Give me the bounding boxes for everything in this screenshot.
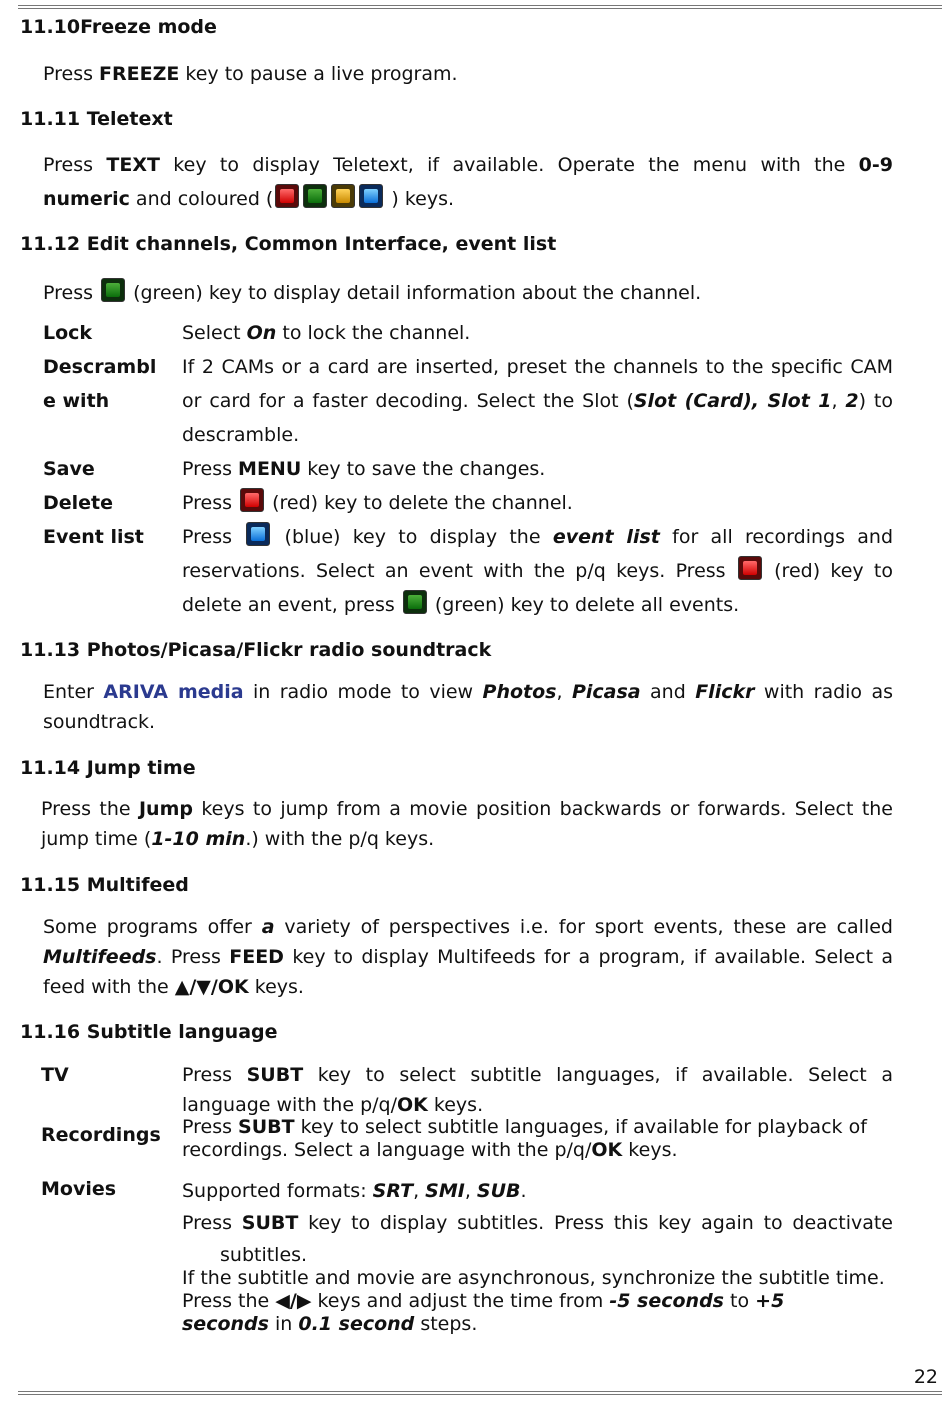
desc-save: Press MENU key to save the changes. [182,458,546,480]
multifeed-paragraph: Some programs offer a variety of perspectives i.e. for sport events, these are called Multifeeds. Press FEED key to display Multifeeds for a program, if available. Select a feed with the ▲/▼/OK keys. [43,916,894,998]
heading-teletext: 11.11 Teletext [20,108,173,130]
heading-edit-channels: 11.12 Edit channels, Common Interface, event list [20,233,557,255]
desc-movies-formats: Supported formats: SRT, SMI, SUB. [182,1180,527,1202]
freeze-paragraph: Press FREEZE key to pause a live program. [43,63,458,85]
green-key-icon [403,590,427,614]
heading-freeze-mode: 11.10Freeze mode [20,16,217,38]
heading-jump-time: 11.14 Jump time [20,757,196,779]
bottom-rule [18,1391,942,1395]
desc-movies-sync: If the subtitle and movie are asynchronous, synchronize the subtitle time. Press the ◀/▶ keys and adjust the time from -5 seconds to +5 seconds in 0.1 second steps. [182,1267,885,1335]
label-event-list: Event list [43,526,144,548]
label-tv: TV [41,1064,69,1086]
label-lock: Lock [43,322,93,344]
jump-time-paragraph: Press the Jump keys to jump from a movie position backwards or forwards. Select the jump time (1-10 min.) with the p/q keys. [41,798,893,850]
label-descramble: Descrambl e with [43,356,157,412]
desc-movies-subt: Press SUBT key to display subtitles. Press this key again to deactivate subtitles. [182,1212,893,1266]
label-save: Save [43,458,95,480]
page-number: 22 [913,1366,938,1388]
blue-key-icon [246,522,270,546]
desc-tv: Press SUBT key to select subtitle languages, if available. Select a language with the p/q/OK keys. [182,1064,894,1116]
edit-channels-intro: Press (green) key to display detail information about the channel. [43,276,893,310]
label-movies: Movies [41,1178,117,1200]
desc-event-list: Press (blue) key to display the event list for all recordings and reservations. Select an event with the p/q keys. Press (red) key to delete an event, press (green) key to delete all events. [182,520,893,622]
green-key-icon [303,184,327,208]
top-rule [18,5,942,9]
yellow-key-icon [331,184,355,208]
blue-key-icon [359,184,383,208]
red-key-icon [275,184,299,208]
desc-descramble: If 2 CAMs or a card are inserted, preset the channels to the specific CAM or card for a faster decoding. Select the Slot (Slot (Card), Slot 1, 2) to descramble. [182,356,893,446]
desc-recordings: Press SUBT key to select subtitle languages, if available for playback of recordings. Select a language with the p/q/OK keys. [182,1116,867,1161]
heading-multifeed: 11.15 Multifeed [20,874,189,896]
label-delete: Delete [43,492,114,514]
heading-subtitle-language: 11.16 Subtitle language [20,1021,278,1043]
desc-delete: Press (red) key to delete the channel. [182,486,893,520]
red-key-icon [738,556,762,580]
photos-radio-paragraph: Enter ARIVA media in radio mode to view Photos, Picasa and Flickr with radio as soundtrack. [43,681,894,733]
teletext-paragraph: Press TEXT key to display Teletext, if available. Operate the menu with the 0-9 numeric and coloured ( ) keys. [43,154,893,210]
heading-photos-radio: 11.13 Photos/Picasa/Flickr radio soundtrack [20,639,492,661]
label-recordings: Recordings [41,1124,161,1146]
green-key-icon [101,278,125,302]
desc-lock: Select On to lock the channel. [182,322,471,344]
red-key-icon [240,488,264,512]
